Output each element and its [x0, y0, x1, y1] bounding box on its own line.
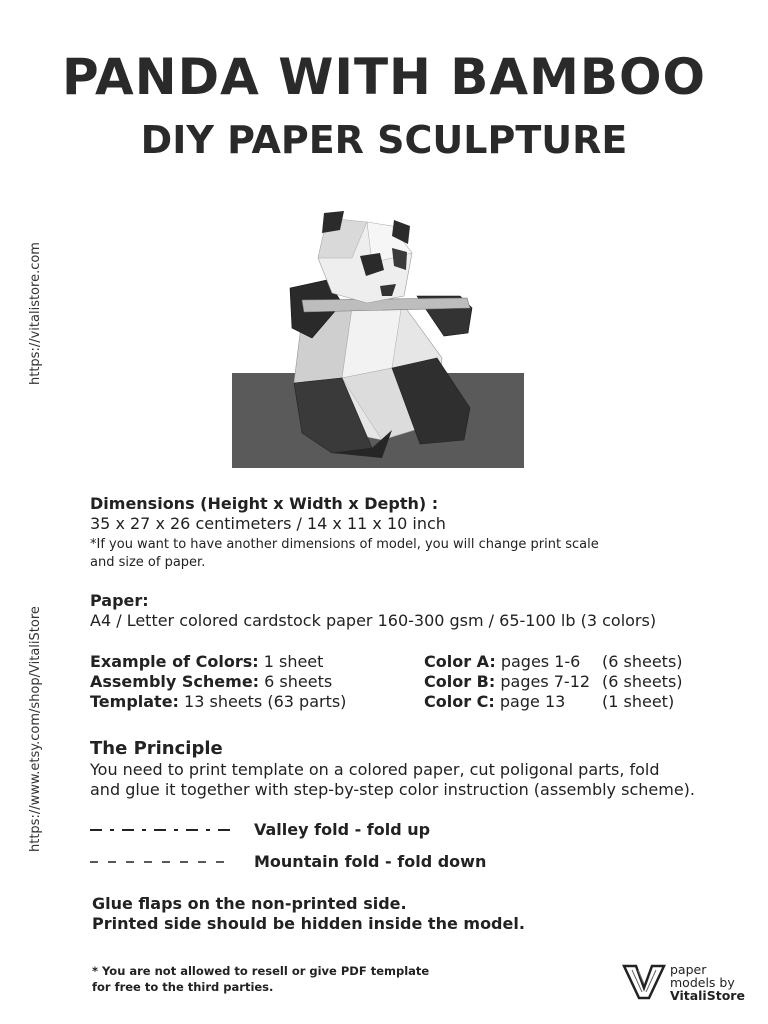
- glue-line1: Glue flaps on the non-printed side.: [92, 894, 407, 913]
- color-b-label: Color B:: [424, 672, 496, 691]
- logo-line2: models by: [670, 974, 735, 990]
- v-logo-icon: [622, 962, 666, 1002]
- panda-model-image: [232, 208, 524, 468]
- color-c-pages: page 13: [494, 692, 566, 711]
- template-label: Template:: [90, 692, 179, 711]
- valley-fold-line-icon: [90, 826, 230, 834]
- mountain-fold-legend: [90, 852, 486, 872]
- color-a-pages: pages 1-6: [495, 652, 581, 671]
- paper-value: A4 / Letter colored cardstock paper 160-300 gsm / 65-100 lb (3 colors): [90, 611, 657, 630]
- license-note-line1: * You are not allowed to resell or give PDF template: [92, 964, 430, 978]
- mountain-fold-line-icon: [90, 858, 230, 866]
- template-value: 13 sheets (63 parts): [178, 692, 347, 711]
- paper-heading: Paper:: [90, 591, 149, 610]
- logo-line3: VitaliStore: [670, 987, 745, 1003]
- glue-line2: Printed side should be hidden inside the model.: [92, 914, 525, 933]
- color-c-label: Color C:: [424, 692, 495, 711]
- dimensions-heading: Dimensions (Height x Width x Depth) :: [90, 494, 439, 513]
- color-c-sheets: (1 sheet): [602, 692, 675, 711]
- example-colors-label: Example of Colors:: [90, 652, 259, 671]
- dimensions-note-line2: and size of paper.: [90, 555, 206, 570]
- principle-line2: and glue it together with step-by-step color instruction (assembly scheme).: [90, 780, 695, 799]
- mountain-fold-label: Mountain fold - fold down: [254, 852, 487, 871]
- logo-line1: paper: [670, 961, 707, 977]
- assembly-scheme-value: 6 sheets: [259, 672, 333, 691]
- principle-heading: The Principle: [90, 738, 223, 759]
- valley-fold-label: Valley fold - fold up: [254, 820, 431, 839]
- etsy-shop-link[interactable]: https://www.etsy.com/shop/VitaliStore: [28, 606, 43, 852]
- color-b-sheets: (6 sheets): [602, 672, 683, 691]
- brand-logo[interactable]: [622, 962, 745, 1002]
- assembly-scheme-label: Assembly Scheme:: [90, 672, 260, 691]
- color-b-pages: pages 7-12: [495, 672, 591, 691]
- color-a-label: Color A:: [424, 652, 496, 671]
- color-a-sheets: (6 sheets): [602, 652, 683, 671]
- principle-line1: You need to print template on a colored paper, cut poligonal parts, fold: [90, 760, 660, 779]
- page-title: PANDA WITH BAMBOO: [61, 48, 706, 106]
- license-note-line2: for free to the third parties.: [92, 980, 274, 994]
- example-colors-value: 1 sheet: [258, 652, 324, 671]
- website-link[interactable]: https://vitalistore.com: [28, 242, 43, 385]
- contents-table: [90, 652, 730, 712]
- dimensions-note-line1: *If you want to have another dimensions of model, you will change print scale: [90, 537, 599, 552]
- license-note: [92, 963, 429, 995]
- valley-fold-legend: [90, 820, 430, 840]
- page-subtitle: DIY PAPER SCULPTURE: [140, 118, 628, 162]
- dimensions-value: 35 x 27 x 26 centimeters / 14 x 11 x 10 inch: [90, 514, 446, 533]
